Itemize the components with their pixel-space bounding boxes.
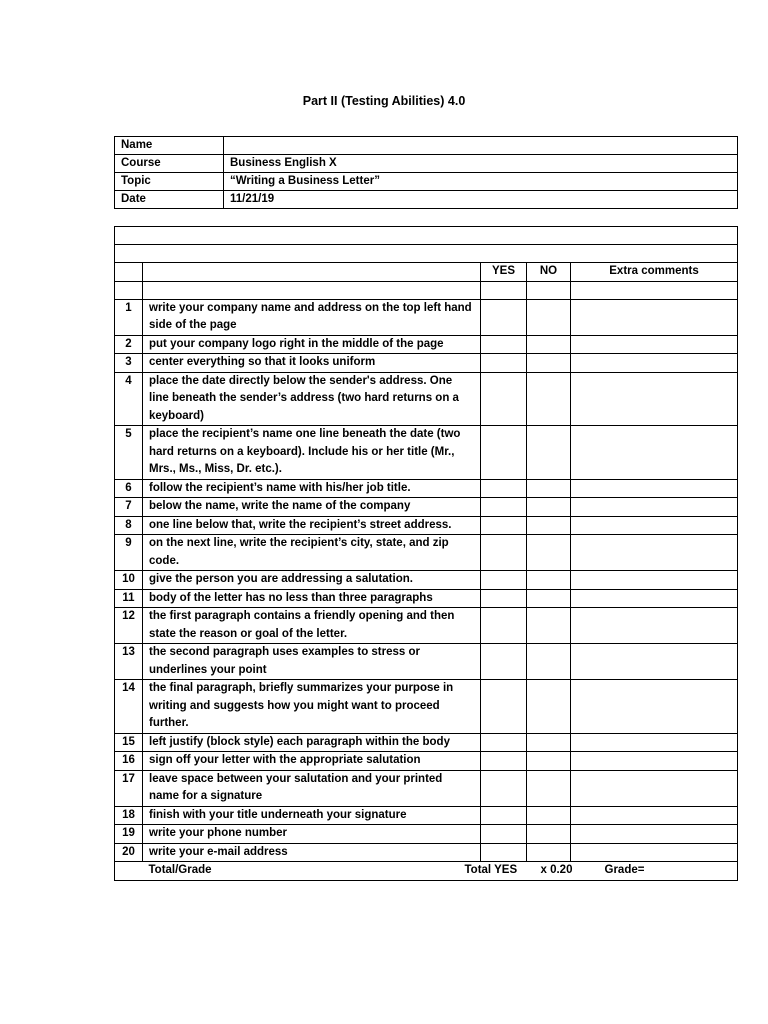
info-label: Topic [115,173,224,191]
no-cell[interactable] [527,608,571,644]
yes-cell[interactable] [481,770,527,806]
no-cell[interactable] [527,571,571,590]
checklist-row [115,825,738,844]
item-number: 1 [115,299,143,335]
item-number: 13 [115,644,143,680]
item-criterion: on the next line, write the recipient’s city, state, and zip code. [143,535,481,571]
no-cell[interactable] [527,644,571,680]
item-criterion: write your company name and address on the top left hand side of the page [143,299,481,335]
no-cell[interactable] [527,680,571,734]
yes-cell[interactable] [481,843,527,862]
column-header-row [115,263,738,282]
checklist-row [115,372,738,426]
no-cell[interactable] [527,733,571,752]
checklist-row [115,752,738,771]
item-criterion: the second paragraph uses examples to stress or underlines your point [143,644,481,680]
yes-cell[interactable] [481,608,527,644]
item-number: 20 [115,843,143,862]
checklist-row [115,608,738,644]
yes-column-header: YES [481,263,527,282]
comment-cell[interactable] [571,589,738,608]
no-cell[interactable] [527,516,571,535]
item-number: 10 [115,571,143,590]
no-column-header: NO [527,263,571,282]
comment-cell[interactable] [571,535,738,571]
item-number: 8 [115,516,143,535]
comment-cell[interactable] [571,733,738,752]
item-criterion: sign off your letter with the appropriate salutation [143,752,481,771]
name-field[interactable] [224,137,738,155]
item-number: 4 [115,372,143,426]
yes-cell[interactable] [481,733,527,752]
item-number: 7 [115,498,143,517]
comment-cell[interactable] [571,843,738,862]
checklist-row [115,299,738,335]
yes-cell[interactable] [481,680,527,734]
checklist-row [115,733,738,752]
yes-cell[interactable] [481,516,527,535]
comment-cell[interactable] [571,299,738,335]
item-number: 17 [115,770,143,806]
info-label: Course [115,155,224,173]
no-cell[interactable] [527,535,571,571]
yes-cell[interactable] [481,571,527,590]
item-number: 6 [115,479,143,498]
no-cell[interactable] [527,589,571,608]
no-cell[interactable] [527,354,571,373]
checklist-row [115,479,738,498]
checklist-table [114,226,738,881]
comment-cell[interactable] [571,426,738,480]
comment-cell[interactable] [571,752,738,771]
no-cell[interactable] [527,479,571,498]
no-cell[interactable] [527,843,571,862]
item-number: 19 [115,825,143,844]
item-number: 5 [115,426,143,480]
comment-cell[interactable] [571,644,738,680]
info-row-topic [115,173,738,191]
checklist-row [115,843,738,862]
total-yes-label: Total YES [464,864,518,876]
grade-label: Grade= [604,864,645,876]
checklist-row [115,426,738,480]
item-criterion: place the date directly below the sender's address. One line beneath the sender’s address (two hard returns on a keyboard) [143,372,481,426]
comment-cell[interactable] [571,825,738,844]
item-criterion: put your company logo right in the middle of the page [143,335,481,354]
comment-cell[interactable] [571,680,738,734]
yes-cell[interactable] [481,372,527,426]
info-label: Name [115,137,224,155]
comment-cell[interactable] [571,498,738,517]
item-criterion: give the person you are addressing a salutation. [143,571,481,590]
comment-cell[interactable] [571,335,738,354]
item-number: 9 [115,535,143,571]
checklist-row [115,644,738,680]
yes-cell[interactable] [481,806,527,825]
date-value: 11/21/19 [224,191,738,209]
no-cell[interactable] [527,752,571,771]
item-number: 12 [115,608,143,644]
yes-cell[interactable] [481,644,527,680]
no-cell[interactable] [527,372,571,426]
yes-cell[interactable] [481,299,527,335]
blank-header-row [115,245,738,263]
item-number: 16 [115,752,143,771]
info-row-date [115,191,738,209]
multiplier-label: x 0.20 [540,864,573,876]
no-cell[interactable] [527,770,571,806]
item-criterion: follow the recipient’s name with his/her job title. [143,479,481,498]
comment-cell[interactable] [571,770,738,806]
yes-cell[interactable] [481,354,527,373]
blank-header-row [115,227,738,245]
course-value: Business English X [224,155,738,173]
spacer-row [115,281,738,299]
info-row-name [115,137,738,155]
comment-cell[interactable] [571,354,738,373]
comment-cell[interactable] [571,608,738,644]
item-criterion: place the recipient’s name one line beneath the date (two hard returns on a keyboard). Include his or her title (Mr., Mrs., Ms., Miss, Dr. etc.). [143,426,481,480]
checklist-row [115,680,738,734]
comment-cell[interactable] [571,806,738,825]
checklist-row [115,770,738,806]
yes-cell[interactable] [481,498,527,517]
item-number: 11 [115,589,143,608]
item-criterion: left justify (block style) each paragraph within the body [143,733,481,752]
yes-cell[interactable] [481,426,527,480]
checklist-row [115,589,738,608]
item-criterion: write your e-mail address [143,843,481,862]
item-criterion: one line below that, write the recipient’s street address. [143,516,481,535]
item-criterion: finish with your title underneath your signature [143,806,481,825]
no-cell[interactable] [527,335,571,354]
item-number: 14 [115,680,143,734]
checklist-row [115,516,738,535]
comment-cell[interactable] [571,516,738,535]
item-criterion: center everything so that it looks uniform [143,354,481,373]
no-cell[interactable] [527,806,571,825]
page-title: Part II (Testing Abilities) 4.0 [302,94,466,108]
item-number: 18 [115,806,143,825]
checklist-row [115,571,738,590]
item-number: 15 [115,733,143,752]
yes-cell[interactable] [481,589,527,608]
no-cell[interactable] [527,825,571,844]
item-number: 3 [115,354,143,373]
info-row-course [115,155,738,173]
total-row [115,862,738,881]
yes-cell[interactable] [481,335,527,354]
item-number: 2 [115,335,143,354]
no-cell[interactable] [527,426,571,480]
comment-cell[interactable] [571,571,738,590]
topic-value: “Writing a Business Letter” [224,173,738,191]
item-criterion: the final paragraph, briefly summarizes your purpose in writing and suggests how you might want to proceed further. [143,680,481,734]
yes-cell[interactable] [481,479,527,498]
yes-cell[interactable] [481,535,527,571]
yes-cell[interactable] [481,825,527,844]
no-cell[interactable] [527,299,571,335]
checklist-row [115,354,738,373]
comment-cell[interactable] [571,479,738,498]
item-criterion: below the name, write the name of the company [143,498,481,517]
checklist-row [115,335,738,354]
comment-cell[interactable] [571,372,738,426]
item-criterion: body of the letter has no less than three paragraphs [143,589,481,608]
checklist-row [115,806,738,825]
comments-column-header: Extra comments [571,263,738,282]
item-criterion: leave space between your salutation and your printed name for a signature [143,770,481,806]
item-criterion: the first paragraph contains a friendly opening and then state the reason or goal of the letter. [143,608,481,644]
item-criterion: write your phone number [143,825,481,844]
info-label: Date [115,191,224,209]
checklist-row [115,498,738,517]
student-info-table [114,136,738,209]
no-cell[interactable] [527,498,571,517]
yes-cell[interactable] [481,752,527,771]
total-grade-label: Total/Grade [148,864,212,876]
checklist-row [115,535,738,571]
